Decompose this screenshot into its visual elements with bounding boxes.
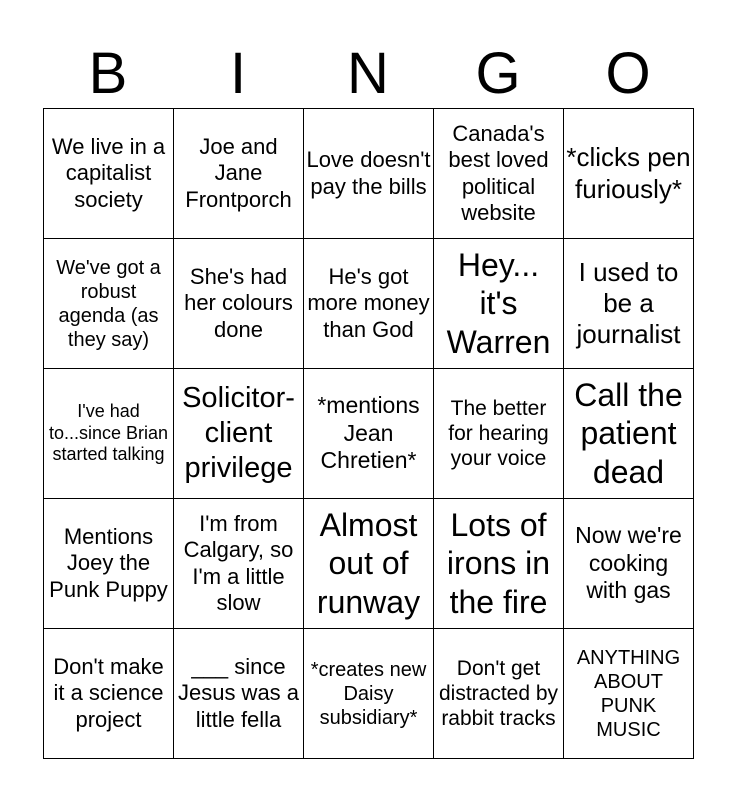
bingo-cell[interactable]: Lots of irons in the fire (434, 499, 564, 629)
bingo-cell[interactable]: Joe and Jane Frontporch (174, 109, 304, 239)
bingo-cell[interactable]: I used to be a journalist (564, 239, 694, 369)
header-letter-n: N (347, 41, 389, 106)
bingo-cell[interactable]: Almost out of runway (304, 499, 434, 629)
grid-row-4 (44, 499, 694, 629)
bingo-cell[interactable]: The better for hearing your voice (434, 369, 564, 499)
bingo-cell[interactable]: Don't make it a science project (44, 629, 174, 759)
header-letter-b: B (88, 41, 128, 106)
bingo-cell[interactable]: She's had her colours done (174, 239, 304, 369)
bingo-cell[interactable]: We live in a capitalist society (44, 109, 174, 239)
bingo-cell[interactable]: Don't get distracted by rabbit tracks (434, 629, 564, 759)
bingo-cell[interactable]: *mentions Jean Chretien* (304, 369, 434, 499)
bingo-cell[interactable]: ___ since Jesus was a little fella (174, 629, 304, 759)
bingo-cell[interactable]: Call the patient dead (564, 369, 694, 499)
grid-row-1 (44, 109, 694, 239)
bingo-cell[interactable]: ANYTHING ABOUT PUNK MUSIC (564, 629, 694, 759)
header-letter-g: G (475, 41, 521, 106)
grid-row-5 (44, 629, 694, 759)
bingo-cell[interactable]: Solicitor-client privilege (174, 369, 304, 499)
bingo-header (43, 40, 693, 108)
bingo-cell[interactable]: Now we're cooking with gas (564, 499, 694, 629)
bingo-cell[interactable]: Mentions Joey the Punk Puppy (44, 499, 174, 629)
bingo-cell[interactable]: I've had to...since Brian started talking (44, 369, 174, 499)
header-letter-o: O (605, 41, 651, 106)
bingo-cell[interactable]: I'm from Calgary, so I'm a little slow (174, 499, 304, 629)
grid-row-3 (44, 369, 694, 499)
bingo-cell[interactable]: *clicks pen furiously* (564, 109, 694, 239)
bingo-cell[interactable]: *creates new Daisy subsidiary* (304, 629, 434, 759)
bingo-cell[interactable]: We've got a robust agenda (as they say) (44, 239, 174, 369)
bingo-cell[interactable]: He's got more money than God (304, 239, 434, 369)
bingo-card-grid (43, 108, 694, 759)
bingo-cell[interactable]: Hey... it's Warren (434, 239, 564, 369)
header-letter-i: I (229, 41, 247, 106)
bingo-cell[interactable]: Love doesn't pay the bills (304, 109, 434, 239)
grid-row-2 (44, 239, 694, 369)
bingo-cell[interactable]: Canada's best loved political website (434, 109, 564, 239)
